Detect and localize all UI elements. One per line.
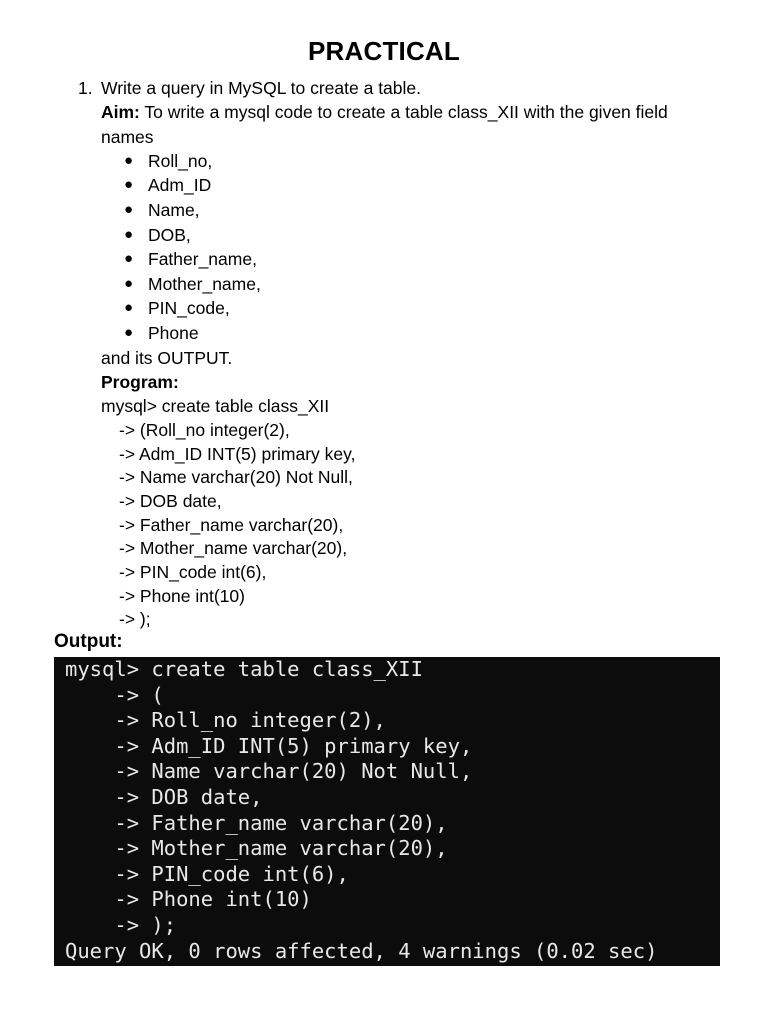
bullet-icon: ● xyxy=(124,274,134,292)
bullet-icon: ● xyxy=(124,324,134,342)
field-name: Mother_name, xyxy=(148,273,261,294)
terminal-line: -> PIN_code int(6), xyxy=(65,861,349,886)
program-line: -> ); xyxy=(119,609,151,630)
field-list-item xyxy=(0,272,768,297)
program-line: -> Adm_ID INT(5) primary key, xyxy=(119,443,356,464)
field-name: DOB, xyxy=(148,224,191,245)
field-name: Name, xyxy=(148,200,200,221)
terminal-line: Query OK, 0 rows affected, 4 warnings (0.02 sec) xyxy=(65,938,658,963)
program-line: -> Name varchar(20) Not Null, xyxy=(119,467,353,488)
terminal-line: -> Phone int(10) xyxy=(65,887,312,912)
bullet-icon: ● xyxy=(124,299,134,317)
field-name: Adm_ID xyxy=(148,175,212,196)
terminal-line: -> ); xyxy=(65,912,177,937)
field-list-item xyxy=(0,198,768,223)
field-list-item xyxy=(0,321,768,346)
field-list-item xyxy=(0,149,768,174)
terminal-line: -> ( xyxy=(65,682,164,707)
program-line: -> Father_name varchar(20), xyxy=(119,514,344,535)
page-title: PRACTICAL xyxy=(307,36,460,66)
field-list-item xyxy=(0,247,768,272)
field-name: Roll_no, xyxy=(148,150,213,171)
program-line: -> Mother_name varchar(20), xyxy=(119,538,348,559)
bullet-icon: ● xyxy=(124,201,134,219)
question-number: 1. xyxy=(78,78,93,98)
terminal-line: -> Adm_ID INT(5) primary key, xyxy=(65,733,473,758)
question-body xyxy=(0,76,768,631)
aim-label: Aim: xyxy=(101,102,140,123)
program-line: -> (Roll_no integer(2), xyxy=(119,419,290,440)
bullet-icon: ● xyxy=(124,151,134,169)
terminal-line: -> Roll_no integer(2), xyxy=(65,708,386,733)
bullet-icon: ● xyxy=(124,250,134,268)
program-line: -> Phone int(10) xyxy=(119,585,245,606)
aim-continuation: names xyxy=(101,126,154,147)
program-line: -> PIN_code int(6), xyxy=(119,562,267,583)
field-name: Phone xyxy=(148,323,199,344)
program-line: -> DOB date, xyxy=(119,490,222,511)
terminal-line: -> DOB date, xyxy=(65,784,263,809)
after-fields-text: and its OUTPUT. xyxy=(101,347,233,368)
aim-line xyxy=(0,100,768,124)
terminal-line: -> Name varchar(20) Not Null, xyxy=(65,759,473,784)
terminal-line: -> Mother_name varchar(20), xyxy=(65,836,448,861)
terminal-output xyxy=(54,657,720,966)
terminal-line: -> Father_name varchar(20), xyxy=(65,810,448,835)
program-line: mysql> create table class_XII xyxy=(101,396,330,417)
field-list xyxy=(0,149,768,346)
aim-text: To write a mysql code to create a table class_XII with the given field xyxy=(139,102,668,123)
program-label: Program: xyxy=(101,371,179,392)
terminal-line: mysql> create table class_XII xyxy=(65,657,423,681)
program-code xyxy=(0,394,768,631)
field-list-item xyxy=(0,223,768,248)
bullet-icon: ● xyxy=(124,176,134,194)
field-name: PIN_code, xyxy=(148,298,230,319)
question-line xyxy=(0,76,768,100)
output-label: Output: xyxy=(54,631,123,652)
field-list-item xyxy=(0,173,768,198)
field-list-item xyxy=(0,296,768,321)
question-text: Write a query in MySQL to create a table. xyxy=(101,78,422,98)
field-name: Father_name, xyxy=(148,249,257,270)
bullet-icon: ● xyxy=(124,225,134,243)
